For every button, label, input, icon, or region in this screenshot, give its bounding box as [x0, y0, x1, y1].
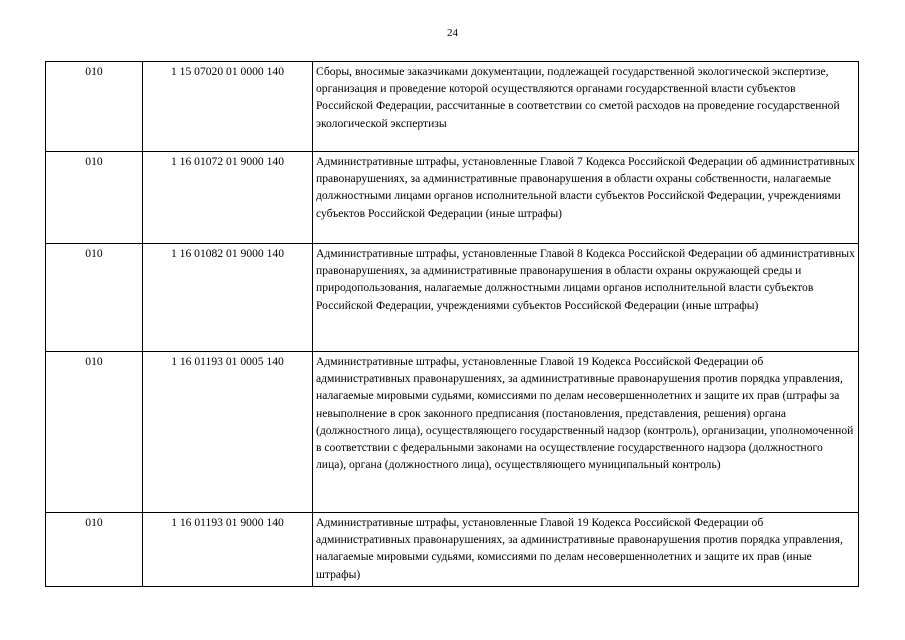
page-number: 24 — [447, 27, 458, 39]
income-code-cell: 1 16 01072 01 9000 140 — [143, 152, 313, 244]
income-name-cell: Административные штрафы, установленные Главой 7 Кодекса Российской Федерации об административных правонарушениях, за административные правонарушения в области охраны собственности, налагаемые должностными лицами органов исполнительной власти субъектов Российской Федерации, учреждениями субъектов Российской Федерации (иные штрафы) — [313, 152, 859, 244]
income-name-cell: Административные штрафы, установленные Главой 19 Кодекса Российской Федерации об административных правонарушениях, за административные правонарушения против порядка управления, налагаемые мировыми судьями, комиссиями по делам несовершеннолетних и защите их прав (штрафы за невыполнение в срок законного предписания (постановления, представления, решения) органа (должностного лица), осуществляющего государственный надзор (контроль), организации, уполномоченной в соответствии с федеральными законами на осуществление государственного надзора (должностного лица), органа (должностного лица), осуществляющего муниципальный контроль) — [313, 352, 859, 513]
income-name-cell: Административные штрафы, установленные Главой 8 Кодекса Российской Федерации об административных правонарушениях, за административные правонарушения в области охраны окружающей среды и природопользования, налагаемые должностными лицами органов исполнительной власти субъектов Российской Федерации, учреждениями субъектов Российской Федерации (иные штрафы) — [313, 244, 859, 352]
table-row — [46, 244, 859, 352]
income-code-cell: 1 16 01193 01 0005 140 — [143, 352, 313, 513]
admin-code-cell: 010 — [46, 62, 143, 152]
table-row — [46, 513, 859, 587]
admin-code-cell: 010 — [46, 513, 143, 587]
table-row — [46, 352, 859, 513]
income-name-cell: Административные штрафы, установленные Главой 19 Кодекса Российской Федерации об административных правонарушениях, за административные правонарушения против порядка управления, налагаемые мировыми судьями, комиссиями по делам несовершеннолетних и защите их прав (иные штрафы) — [313, 513, 859, 587]
budget-codes-table — [45, 61, 859, 587]
income-name-cell: Сборы, вносимые заказчиками документации, подлежащей государственной экологической экспертизе, организация и проведение которой осуществляются органами государственной власти субъектов Российской Федерации, рассчитанные в соответствии со сметой расходов на проведение государственной экологической экспертизы — [313, 62, 859, 152]
admin-code-cell: 010 — [46, 352, 143, 513]
admin-code-cell: 010 — [46, 244, 143, 352]
table-row — [46, 152, 859, 244]
admin-code-cell: 010 — [46, 152, 143, 244]
table-row — [46, 62, 859, 152]
income-code-cell: 1 16 01082 01 9000 140 — [143, 244, 313, 352]
income-code-cell: 1 15 07020 01 0000 140 — [143, 62, 313, 152]
income-code-cell: 1 16 01193 01 9000 140 — [143, 513, 313, 587]
